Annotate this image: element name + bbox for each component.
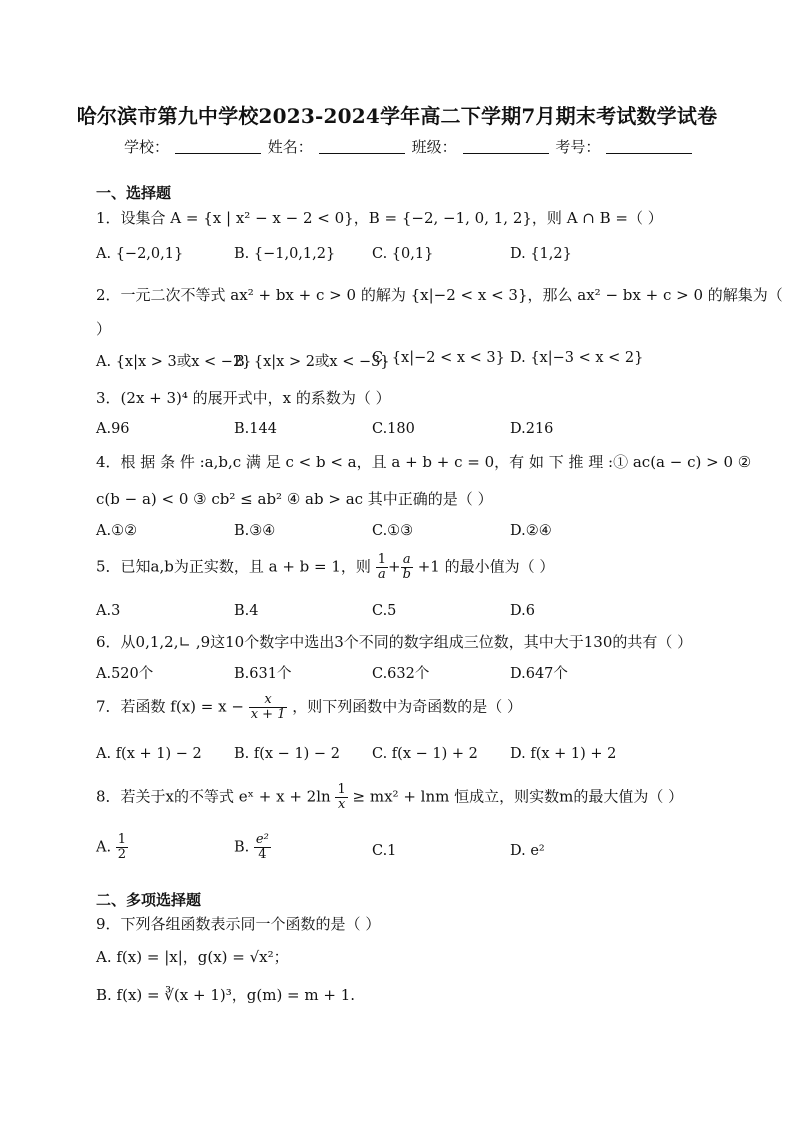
number-label: 考号： [555,138,601,156]
question-4-cont: c(b − a) < 0 ③ cb² ≤ ab² ④ ab > ac 其中正确的是（ ） [96,490,493,508]
q5-frac1-num: 1 [377,552,386,567]
question-5 [96,553,554,582]
q8-frac-den: x [337,797,346,812]
q9-option-a: A. f(x) = |x|，g(x) = √x²； [96,948,289,966]
q3-option-d: D.216 [510,421,554,437]
q2-option-b: B. {x|x > 2或x < −3} [234,354,390,370]
q1-option-d: D. {1,2} [510,246,572,262]
q4-option-d: D.②④ [510,523,552,539]
q5-text-post: +1 的最小值为（ ） [417,557,555,576]
q2-option-c: C. {x|−2 < x < 3} [372,350,505,366]
q8-fraction [335,783,347,812]
q1-option-b: B. {−1,0,1,2} [234,246,336,262]
student-info-line [124,136,694,157]
q6-option-c: C.632个 [372,666,430,682]
question-2-cont: ） [96,320,112,338]
q5-fraction-1 [376,553,388,582]
q3-option-a: A.96 [96,421,130,437]
q2-option-a: A. {x|x > 3或x < −2} [96,354,252,370]
q7-frac-num: x [249,693,288,708]
q8-frac-num: 1 [337,782,346,797]
q2-option-d: D. {x|−3 < x < 2} [510,350,644,366]
question-5-options [96,603,736,625]
name-label: 姓名： [267,138,313,156]
q8-option-a [96,833,128,862]
q8-a-den: 2 [117,847,126,862]
q6-option-d: D.647个 [510,666,568,682]
question-8-options [96,833,736,877]
class-blank[interactable] [463,139,549,154]
question-6-options [96,662,736,684]
q7-option-a: A. f(x + 1) − 2 [96,746,202,762]
q5-frac1-den: a [377,567,386,582]
q4-option-b: B.③④ [234,523,276,539]
question-6: 6．从0,1,2,∟ ,9这10个数字中选出3个不同的数字组成三位数，其中大于130的共有（ ） [96,633,693,651]
q8-text-post: ≥ mx² + lnm 恒成立，则实数m的最大值为（ ） [352,787,684,806]
q7-option-c: C. f(x − 1) + 2 [372,746,478,762]
exam-title: 哈尔滨市第九中学校2023-2024学年高二下学期7月期末考试数学试卷 [76,104,718,128]
q1-option-c: C. {0,1} [372,246,434,262]
q5-text-pre: 5．已知a,b为正实数，且 a + b = 1，则 [96,557,371,576]
q8-option-a-label: A. [96,839,112,856]
question-2-options [96,350,736,372]
q7-option-b: B. f(x − 1) − 2 [234,746,340,762]
q8-option-b-fraction [254,833,271,862]
question-1-options [96,246,736,268]
question-4-options [96,523,736,545]
q7-text-post: ，则下列函数中为奇函数的是（ ） [292,697,523,716]
q5-frac2-num: a [401,553,413,568]
q5-option-c: C.5 [372,603,397,619]
q8-option-b-label: B. [234,839,250,856]
q5-plus: + [388,557,401,576]
q5-frac2-den: b [402,567,411,582]
q8-b-num: e² [255,832,269,847]
question-7-options [96,746,736,768]
q8-a-num: 1 [117,832,126,847]
q5-fraction-2 [401,553,413,582]
q7-option-d: D. f(x + 1) + 2 [510,746,617,762]
q8-option-b [234,833,271,862]
q5-option-a: A.3 [96,603,121,619]
question-1: 1．设集合 A = {x | x² − x − 2 < 0}，B = {−2, −1, 0, 1, 2}，则 A ∩ B =（ ） [96,209,663,227]
section-heading-choice: 一、选择题 [96,184,172,202]
question-4: 4．根 据 条 件 :a,b,c 满 足 c < b < a，且 a + b + c = 0，有 如 下 推 理 :① ac(a − c) > 0 ② [96,453,752,471]
q7-text-pre: 7．若函数 f(x) = x − [96,697,244,716]
question-3-options [96,421,736,443]
question-7 [96,693,522,722]
q1-option-a: A. {−2,0,1} [96,246,184,262]
q7-fraction [249,693,288,722]
q5-option-d: D.6 [510,603,535,619]
section-heading-multi-choice: 二、多项选择题 [96,891,202,909]
name-blank[interactable] [319,139,405,154]
q4-option-a: A.①② [96,523,138,539]
q8-option-d: D. e² [510,843,545,859]
q8-option-a-fraction [116,833,128,862]
q3-option-c: C.180 [372,421,415,437]
question-8 [96,783,683,812]
q3-option-b: B.144 [234,421,277,437]
school-label: 学校： [124,138,170,156]
school-blank[interactable] [175,139,261,154]
q8-text-pre: 8．若关于x的不等式 eˣ + x + 2ln [96,787,331,806]
q9-option-b: B. f(x) = ∛(x + 1)³，g(m) = m + 1. [96,986,356,1004]
question-3: 3．(2x + 3)⁴ 的展开式中，x 的系数为（ ） [96,389,391,407]
q7-frac-den: x + 1 [250,707,286,722]
q4-option-c: C.①③ [372,523,414,539]
q6-option-b: B.631个 [234,666,292,682]
question-2: 2．一元二次不等式 ax² + bx + c > 0 的解为 {x|−2 < x < 3}，那么 ax² − bx + c > 0 的解集为（ [96,286,783,304]
q8-option-c: C.1 [372,843,397,859]
class-label: 班级： [411,138,457,156]
question-9: 9．下列各组函数表示同一个函数的是（ ） [96,915,381,933]
number-blank[interactable] [606,139,692,154]
q6-option-a: A.520个 [96,666,154,682]
q8-b-den: 4 [258,847,267,862]
q5-option-b: B.4 [234,603,259,619]
